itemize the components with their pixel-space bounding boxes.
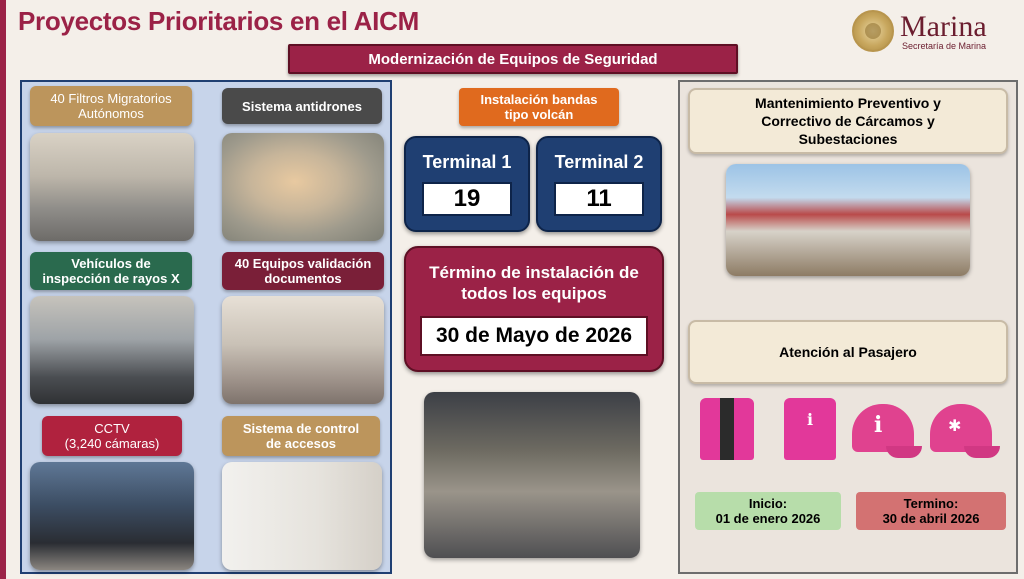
xray-vehicle-photo [30,296,194,404]
section-banner: Modernización de Equipos de Seguridad [288,44,738,74]
vest-info-icon [784,398,836,460]
logo-name: Marina [900,10,987,43]
document-validation-photo [222,296,384,404]
terminal-2-count: 11 [554,182,644,216]
label-xray-vehicles: Vehículos de inspección de rayos X [30,252,192,290]
label-document-validation: 40 Equipos validación documentos [222,252,384,290]
label-access-control: Sistema de control de accesos [222,416,380,456]
terminal-1-name: Terminal 1 [422,152,512,172]
completion-title: Término de instalación de todos los equipos [429,263,639,303]
vest-black-icon [700,398,754,460]
completion-card [404,246,664,372]
cap-info-icon: i [852,404,914,452]
end-date-badge: Termino: 30 de abril 2026 [856,492,1006,530]
start-date-badge: Inicio: 01 de enero 2026 [695,492,841,530]
marina-seal-icon [852,10,894,52]
page-title: Proyectos Prioritarios en el AICM [18,6,419,36]
access-control-photo [222,462,382,570]
migration-gates-photo [30,133,194,241]
label-antidrone-system: Sistema antidrones [222,88,382,124]
cctv-room-photo [30,462,194,570]
completion-date: 30 de Mayo de 2026 [420,316,648,356]
left-accent-strip [0,0,6,579]
terminal-2-name: Terminal 2 [554,152,644,172]
terminal-2-card [536,136,662,232]
terminal-1-card [404,136,530,232]
logo-subtitle: Secretaría de Marina [902,41,987,51]
label-maintenance: Mantenimiento Preventivo y Correctivo de Cárcamos y Subestaciones [688,88,1008,154]
label-migration-filters: 40 Filtros Migratorios Autónomos [30,86,192,126]
cap-star-icon: ✱ [930,404,992,452]
antidrone-map-photo [222,133,384,241]
terminal-1-count: 19 [422,182,512,216]
baggage-belt-photo [424,392,640,558]
label-passenger-service: Atención al Pasajero [688,320,1008,384]
label-volcan-belts: Instalación bandas tipo volcán [459,88,619,126]
label-cctv: CCTV (3,240 cámaras) [42,416,182,456]
substation-construction-photo [726,164,970,276]
